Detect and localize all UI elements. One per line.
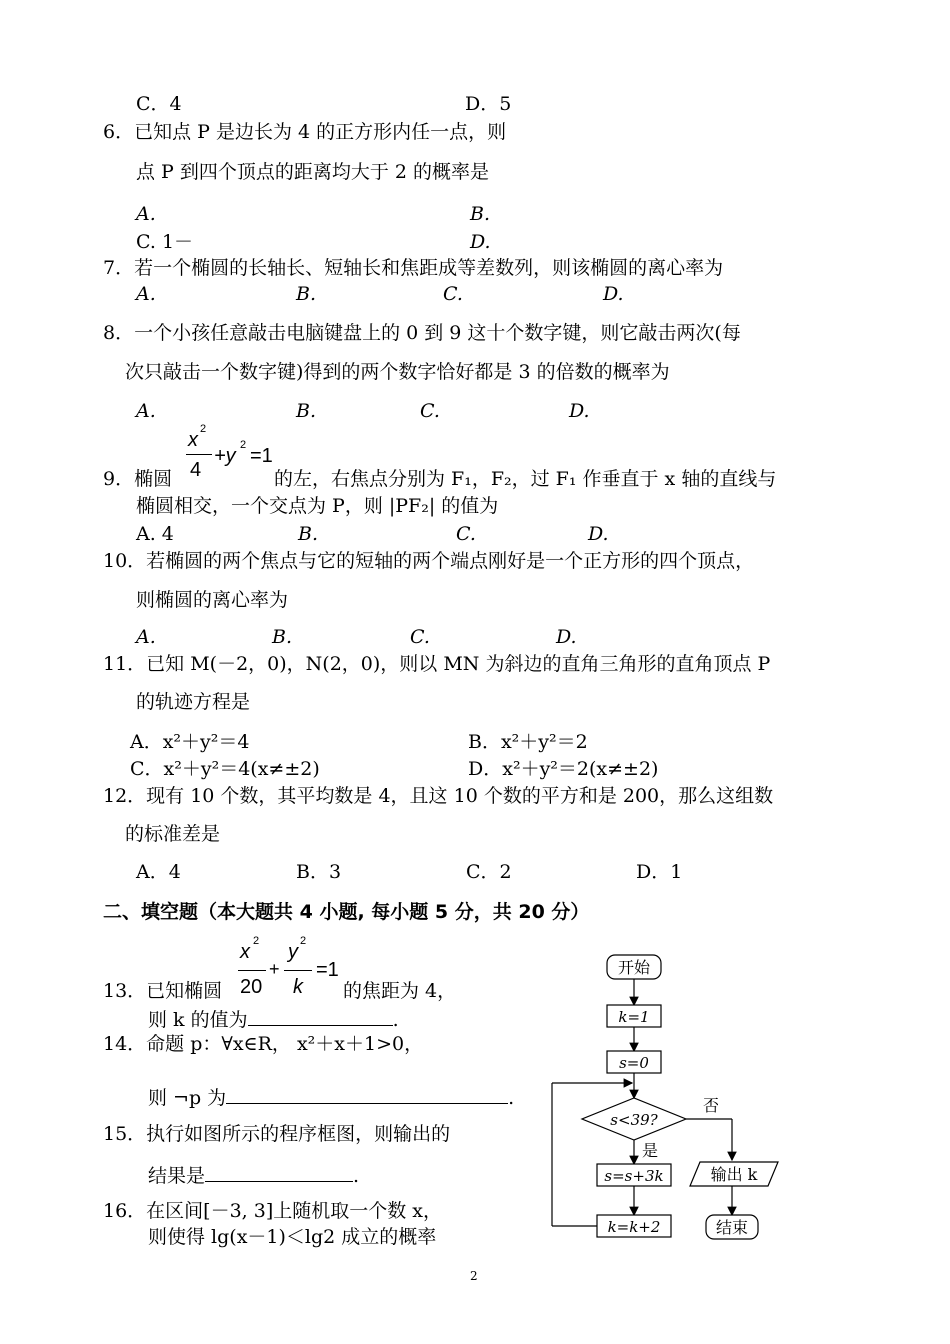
q12-stem-line1: 12．现有 10 个数，其平均数是 4，且这 10 个数的平方和是 200，那么这组数 bbox=[103, 785, 774, 807]
q12-stem-line2: 的标准差是 bbox=[125, 823, 221, 845]
q8-option-d: D. bbox=[569, 400, 590, 422]
q9-frac-numerator: x bbox=[188, 429, 198, 451]
q14-answer-blank[interactable] bbox=[226, 1085, 508, 1104]
q13-stem-line2 bbox=[148, 1007, 399, 1030]
q13-num2: y bbox=[288, 941, 298, 963]
q9-stem-line1: 的左，右焦点分别为 F₁，F₂，过 F₁ 作垂直于 x 轴的直线与 bbox=[274, 468, 777, 490]
q10-option-c: C. bbox=[410, 626, 430, 648]
q9-frac-bar bbox=[186, 454, 212, 455]
q13-answer-blank[interactable] bbox=[248, 1007, 393, 1026]
q9-option-c: C. bbox=[456, 523, 476, 545]
q11-stem-line1: 11．已知 M(－2，0)，N(2，0)，则以 MN 为斜边的直角三角形的直角顶点 P bbox=[103, 653, 771, 675]
q10-option-a: A. bbox=[136, 626, 156, 648]
q15-stem-line1: 15．执行如图所示的程序框图，则输出的 bbox=[103, 1123, 451, 1145]
q7-option-c: C. bbox=[443, 283, 463, 305]
q6-stem-line2: 点 P 到四个顶点的距离均大于 2 的概率是 bbox=[136, 161, 490, 183]
q13-plus: + bbox=[269, 959, 280, 979]
q13-num1: x bbox=[240, 941, 250, 963]
q8-option-a: A. bbox=[136, 400, 156, 422]
q12-option-d: D．1 bbox=[636, 861, 683, 883]
q13-stem-pre: 13．已知椭圆 bbox=[103, 980, 223, 1002]
q5-option-d: D．5 bbox=[465, 93, 512, 115]
q9-option-a: A. 4 bbox=[136, 523, 174, 545]
q8-stem-line2: 次只敲击一个数字键)得到的两个数字恰好都是 3 的倍数的概率为 bbox=[125, 361, 670, 383]
q8-option-c: C. bbox=[420, 400, 440, 422]
q12-option-a: A．4 bbox=[136, 861, 181, 883]
q15-answer-blank[interactable] bbox=[205, 1163, 353, 1182]
q16-stem-line1: 16．在区间[－3, 3]上随机取一个数 x， bbox=[103, 1200, 443, 1222]
q13-num1-exp: 2 bbox=[253, 935, 260, 947]
q15-line2-text: 结果是 bbox=[148, 1165, 206, 1187]
q11-stem-line2: 的轨迹方程是 bbox=[136, 691, 251, 713]
flow-condition-text: s<39? bbox=[610, 1111, 658, 1129]
q9-stem-pre: 9．椭圆 bbox=[103, 468, 173, 490]
flow-update-s-text: s=s+3k bbox=[604, 1167, 664, 1185]
q9-option-d: D. bbox=[588, 523, 609, 545]
q10-stem-line2: 则椭圆的离心率为 bbox=[136, 589, 289, 611]
q9-frac-numerator-exp: 2 bbox=[200, 423, 207, 435]
q15-stem-line2 bbox=[148, 1163, 359, 1186]
q13-frac2-bar bbox=[284, 970, 312, 971]
q7-option-d: D. bbox=[603, 283, 624, 305]
q15-line2-end: . bbox=[353, 1165, 360, 1187]
q13-den2: k bbox=[293, 976, 303, 998]
q8-option-b: B. bbox=[296, 400, 317, 422]
program-flowchart bbox=[540, 945, 800, 1245]
flow-output-text: 输出 k bbox=[710, 1165, 758, 1184]
q8-stem-line1: 8．一个小孩任意敲击电脑键盘上的 0 到 9 这十个数字键，则它敲击两次(每 bbox=[103, 322, 741, 344]
q9-option-b: B. bbox=[298, 523, 319, 545]
section-2-heading: 二、填空题（本大题共 4 小题, 每小题 5 分，共 20 分） bbox=[103, 901, 590, 923]
q7-option-a: A. bbox=[136, 283, 156, 305]
q10-stem-line1: 10．若椭圆的两个焦点与它的短轴的两个端点刚好是一个正方形的四个顶点， bbox=[103, 550, 755, 572]
q11-option-b: B．x²＋y²＝2 bbox=[468, 731, 588, 753]
flow-no-label: 否 bbox=[703, 1096, 720, 1115]
q11-option-c: C．x²＋y²＝4(x≠±2) bbox=[130, 758, 320, 780]
q6-option-a: A. bbox=[136, 203, 156, 225]
q11-option-a: A．x²＋y²＝4 bbox=[130, 731, 250, 753]
q6-option-b: B. bbox=[470, 203, 491, 225]
q9-eq: =1 bbox=[250, 445, 273, 467]
q14-stem-line2 bbox=[148, 1085, 514, 1108]
q12-option-c: C．2 bbox=[466, 861, 512, 883]
q13-line2-end: . bbox=[392, 1009, 399, 1031]
q9-y-exp: 2 bbox=[240, 439, 247, 451]
q12-option-b: B．3 bbox=[296, 861, 342, 883]
flow-yes-label: 是 bbox=[642, 1141, 659, 1160]
q6-option-d: D. bbox=[470, 231, 491, 253]
flow-update-k-text: k=k+2 bbox=[607, 1218, 661, 1236]
q13-den1: 20 bbox=[240, 976, 263, 998]
page-number: 2 bbox=[470, 1269, 478, 1283]
q14-line2-text: 则 ¬p 为 bbox=[148, 1087, 227, 1109]
flow-start-text: 开始 bbox=[617, 958, 651, 977]
q6-option-c: C. 1－ bbox=[136, 231, 194, 253]
q11-option-d: D．x²＋y²＝2(x≠±2) bbox=[468, 758, 659, 780]
q5-option-c: C．4 bbox=[136, 93, 182, 115]
flow-init-k-text: k=1 bbox=[618, 1008, 650, 1026]
q13-line2-text: 则 k 的值为 bbox=[148, 1009, 248, 1031]
q7-stem: 7．若一个椭圆的长轴长、短轴长和焦距成等差数列，则该椭圆的离心率为 bbox=[103, 257, 724, 279]
q13-frac1-bar bbox=[238, 970, 266, 971]
q9-frac-denominator: 4 bbox=[190, 459, 202, 481]
q13-num2-exp: 2 bbox=[300, 935, 307, 947]
q7-option-b: B. bbox=[296, 283, 317, 305]
q16-stem-line2: 则使得 lg(x－1)＜lg2 成立的概率 bbox=[148, 1226, 437, 1248]
q6-stem-line1: 6．已知点 P 是边长为 4 的正方形内任一点，则 bbox=[103, 121, 507, 143]
q9-frac-rest: +y bbox=[214, 445, 236, 467]
q10-option-d: D. bbox=[556, 626, 577, 648]
q13-stem-post: 的焦距为 4， bbox=[343, 980, 457, 1002]
flow-end-text: 结束 bbox=[715, 1218, 749, 1237]
q14-line2-end: . bbox=[508, 1087, 515, 1109]
q13-eq: =1 bbox=[316, 959, 339, 981]
q9-stem-line2: 椭圆相交，一个交点为 P，则 |PF₂| 的值为 bbox=[136, 495, 499, 517]
flow-init-s-text: s=0 bbox=[619, 1054, 649, 1072]
q10-option-b: B. bbox=[272, 626, 293, 648]
q14-stem-line1: 14．命题 p：∀x∈R， x²＋x＋1>0， bbox=[103, 1033, 424, 1055]
